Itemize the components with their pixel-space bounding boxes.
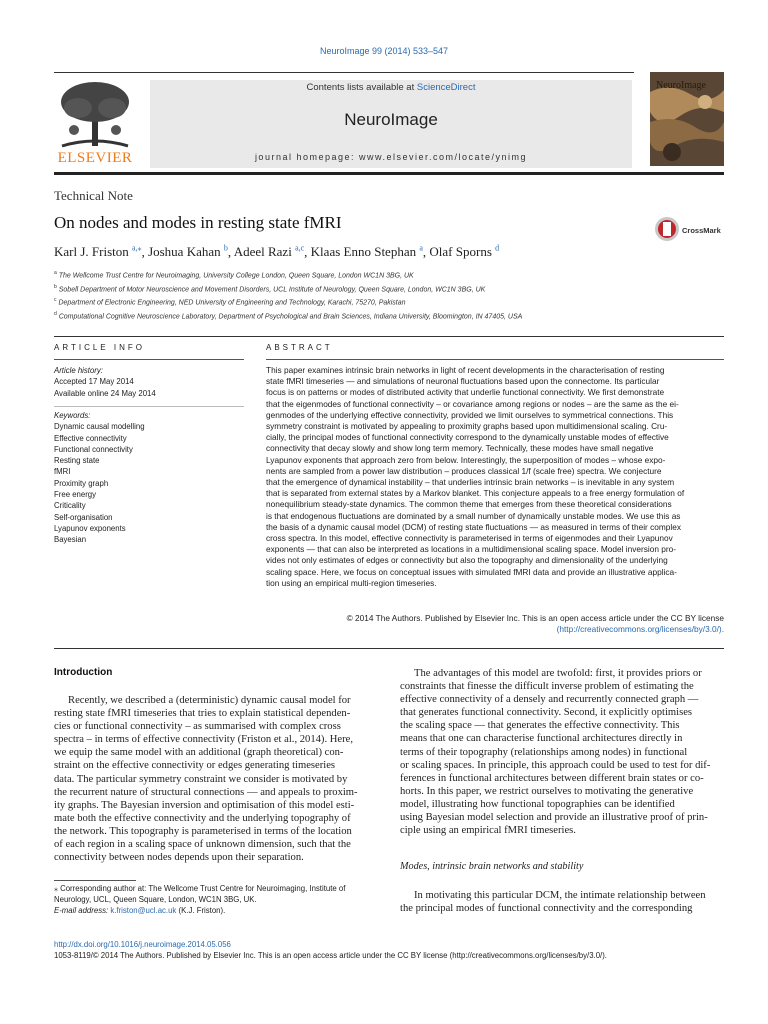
keyword: Functional connectivity (54, 444, 133, 454)
keywords-list (54, 410, 244, 546)
corresponding-author-footnote: ⁎ Corresponding author at: The Wellcome Trust Centre for Neuroimaging, Institute of Neurology, UCL, Queen Square, London, WC1N 3BG, UK. E-mail address: k.friston@ucl.ac.uk (K.J. Friston). (54, 884, 346, 915)
journal-reference[interactable]: NeuroImage 99 (2014) 533–547 (319, 46, 449, 56)
keyword: Lyapunov exponents (54, 523, 126, 533)
license-link[interactable]: (http://creativecommons.org/licenses/by/3.0/). (556, 624, 724, 635)
elsevier-wordmark: ELSEVIER (57, 150, 133, 166)
body-column-left: Recently, we described a (deterministic) dynamic causal model for resting state fMRI timeseries that tries to explain statistical dependen- cies or functional connectivity – as summarised with complex cross spectra – in terms of effective connectivity (Friston et al., 2014). Here, we equip the same model with an additional (graph theoretical) con- straint on the effective connectivity or edges generating timeseries data. The particular symmetry constraint we consider is motivated by the recurrent nature of structural connections — and appeals to proxim- ity graphs. The Bayesian inversion and optimisation of this model esti- mate both the effective connectivity and the underlying topography of the network. This topography is parameterised in terms of the location of each region in a scaling space of unknown dimension, such that the connectivity between nodes depends upon their separation. (54, 695, 358, 864)
history-label: Article history: (54, 366, 103, 375)
crossmark-label[interactable]: CrossMark (682, 226, 721, 235)
introduction-heading: Introduction (54, 667, 113, 678)
keyword: Dynamic causal modelling (54, 422, 145, 432)
keyword: fMRI (54, 467, 71, 477)
affiliations (54, 268, 724, 323)
info-rule (54, 359, 244, 360)
keyword: Resting state (54, 456, 100, 466)
subsection-heading: Modes, intrinsic brain networks and stability (400, 861, 584, 872)
abstract-heading: ABSTRACT (266, 343, 333, 352)
footnote-rule (54, 880, 136, 881)
article-history (54, 365, 244, 399)
abstract-rule (266, 359, 724, 360)
author[interactable]: Olaf Sporns $^d$ (429, 244, 500, 260)
keyword: Criticality (54, 501, 86, 511)
journal-name: NeuroImage (344, 110, 438, 129)
accepted-date: Accepted 17 May 2014 (54, 377, 134, 387)
doi-link[interactable]: http://dx.doi.org/10.1016/j.neuroimage.2014.05.056 (54, 940, 231, 949)
article-info-heading: ARTICLE INFO (54, 343, 145, 352)
crossmark-icon[interactable] (654, 214, 680, 249)
contents-prefix: Contents lists available at (306, 82, 417, 93)
header-rule (54, 72, 634, 73)
author-list: Karl J. Friston $^{a,⁎}$, Joshua Kahan $^b$, Adeel Razi $^{a,c}$, Klaas Enno Stephan $^a$, Olaf Sporns $^d$ (54, 244, 500, 260)
keywords-label: Keywords: (54, 411, 91, 420)
author[interactable]: Joshua Kahan $^b$ (148, 244, 228, 260)
author[interactable]: Karl J. Friston $^{a,⁎}$ (54, 244, 142, 260)
keyword: Effective connectivity (54, 433, 127, 443)
article-type: Technical Note (54, 188, 133, 203)
affiliation: $^a$ The Wellcome Trust Centre for Neuroimaging, University College London, Queen Square, London WC1N 3BG, UK (54, 270, 414, 280)
keywords-rule (54, 406, 244, 407)
contents-line (150, 82, 632, 93)
journal-homepage[interactable]: journal homepage: www.elsevier.com/locate/ynimg (254, 152, 528, 162)
cover-title: NeuroImage (656, 80, 706, 91)
issn-license-line: 1053-8119/© 2014 The Authors. Published by Elsevier Inc. This is an open access article under the CC BY license (http://creativecommons.org/licenses/by/3.0/). (54, 951, 607, 960)
article-title: On nodes and modes in resting state fMRI (54, 213, 342, 232)
body-column-right: The advantages of this model are twofold: first, it provides priors or constraints that finesse the difficult inverse problem of estimating the effective connectivity of a densely and recurrently connected graph — that generates functional connectivity. Second, it explicitly optimises the scaling space — that generates the effective connectivity. This means that one can characterise functional architectures directly in terms of their topography (relationships among nodes) in functional or scaling spaces. In principle, this approach could be used to test for dif- ferences in functional architectures between different brain states or co- horts. In this paper, we restrict ourselves to motivating the generative model, illustrating how functional topographies can be identified using Bayesian model selection and provide an illustrative proof of prin- ciple using an empirical fMRI timeseries. (400, 668, 711, 837)
sciencedirect-link[interactable]: ScienceDirect (416, 82, 476, 93)
keyword: Bayesian (54, 535, 87, 545)
section-rule (54, 648, 724, 649)
section-rule (54, 336, 724, 337)
copyright-text: © 2014 The Authors. Published by Elsevier Inc. This is an open access article under the CC BY license (346, 613, 724, 623)
keyword: Proximity graph (54, 478, 109, 488)
journal-cover-image (650, 72, 724, 166)
author-email-link[interactable]: k.friston@ucl.ac.uk (110, 906, 177, 915)
online-date: Available online 24 May 2014 (54, 388, 156, 398)
body-column-right-continued: In motivating this particular DCM, the intimate relationship between the principal modes of functional connectivity and the corresponding (400, 890, 706, 915)
affiliation: $^b$ Sobell Department of Motor Neuroscience and Movement Disorders, UCL Institute of Neurology, Queen Square, London, WC1N 3BG, UK (54, 283, 486, 293)
header-thick-rule (54, 172, 724, 175)
author[interactable]: Adeel Razi $^{a,c}$ (233, 244, 305, 260)
abstract-text: This paper examines intrinsic brain networks in light of recent developments in the characterisation of resting state fMRI timeseries — and simulations of neuronal fluctuations based upon the connectome. Its particular focus is on patterns or modes of distributed activity that underlie functional connectivity. We first demonstrate that the eigenmodes of functional connectivity – or covariance among regions or nodes – are the same as the ei- genmodes of the underlying effective connectivity, provided we limit ourselves to symmetrical connections. This symmetry constraint is motivated by appealing to proximity graphs based upon multidimensional scaling. Cru- cially, the principal modes of functional connectivity correspond to the dynamically unstable modes of effective connectivity that decay slowly and show long term memory. Technically, these modes have small negative Lyapunov exponents that approach zero from below. Interestingly, the superposition of modes – whose expo- nents are sampled from a power law distribution – produces classical 1/f (scale free) spectra. We conjecture that the emergence of dynamical instability – that underlies intrinsic brain networks – is inevitable in any system that is separated from external states by a Markov blanket. This conjecture appeals to a free energy formulation of nonequilibrium steady-state dynamics. The common theme that emerges from these theoretical considerations is that endogenous fluctuations are dominated by a small number of dynamically unstable modes. We use this as the basis of a dynamic causal model (DCM) of resting state fluctuations — as measured in terms of their complex cross spectra. In this model, effective connectivity is parameterised in terms of eigenmodes and their Lyapunov exponents — that can also be interpreted as locations in a multidimensional scaling space. Model inversion pro- vides not only estimates of edges or connectivity but also the topography and dimensionality of the underlying scaling space. Here, we focus on conceptual issues with simulated fMRI data and provide an illustrative applica- tion using an empirical multi-region timeseries. (266, 365, 685, 588)
affiliation: $^d$ Computational Cognitive Neuroscience Laboratory, Department of Psychological and Brain Sciences, Indiana University, Bloomington, IN 47405, USA (54, 310, 523, 321)
affiliation: $^c$ Department of Electronic Engineering, NED University of Engineering and Technology, Karachi, 75270, Pakistan (54, 297, 406, 307)
keyword: Self-organisation (54, 512, 113, 522)
copyright-notice (266, 613, 724, 635)
author[interactable]: Klaas Enno Stephan $^a$ (310, 244, 423, 260)
keyword: Free energy (54, 490, 97, 500)
